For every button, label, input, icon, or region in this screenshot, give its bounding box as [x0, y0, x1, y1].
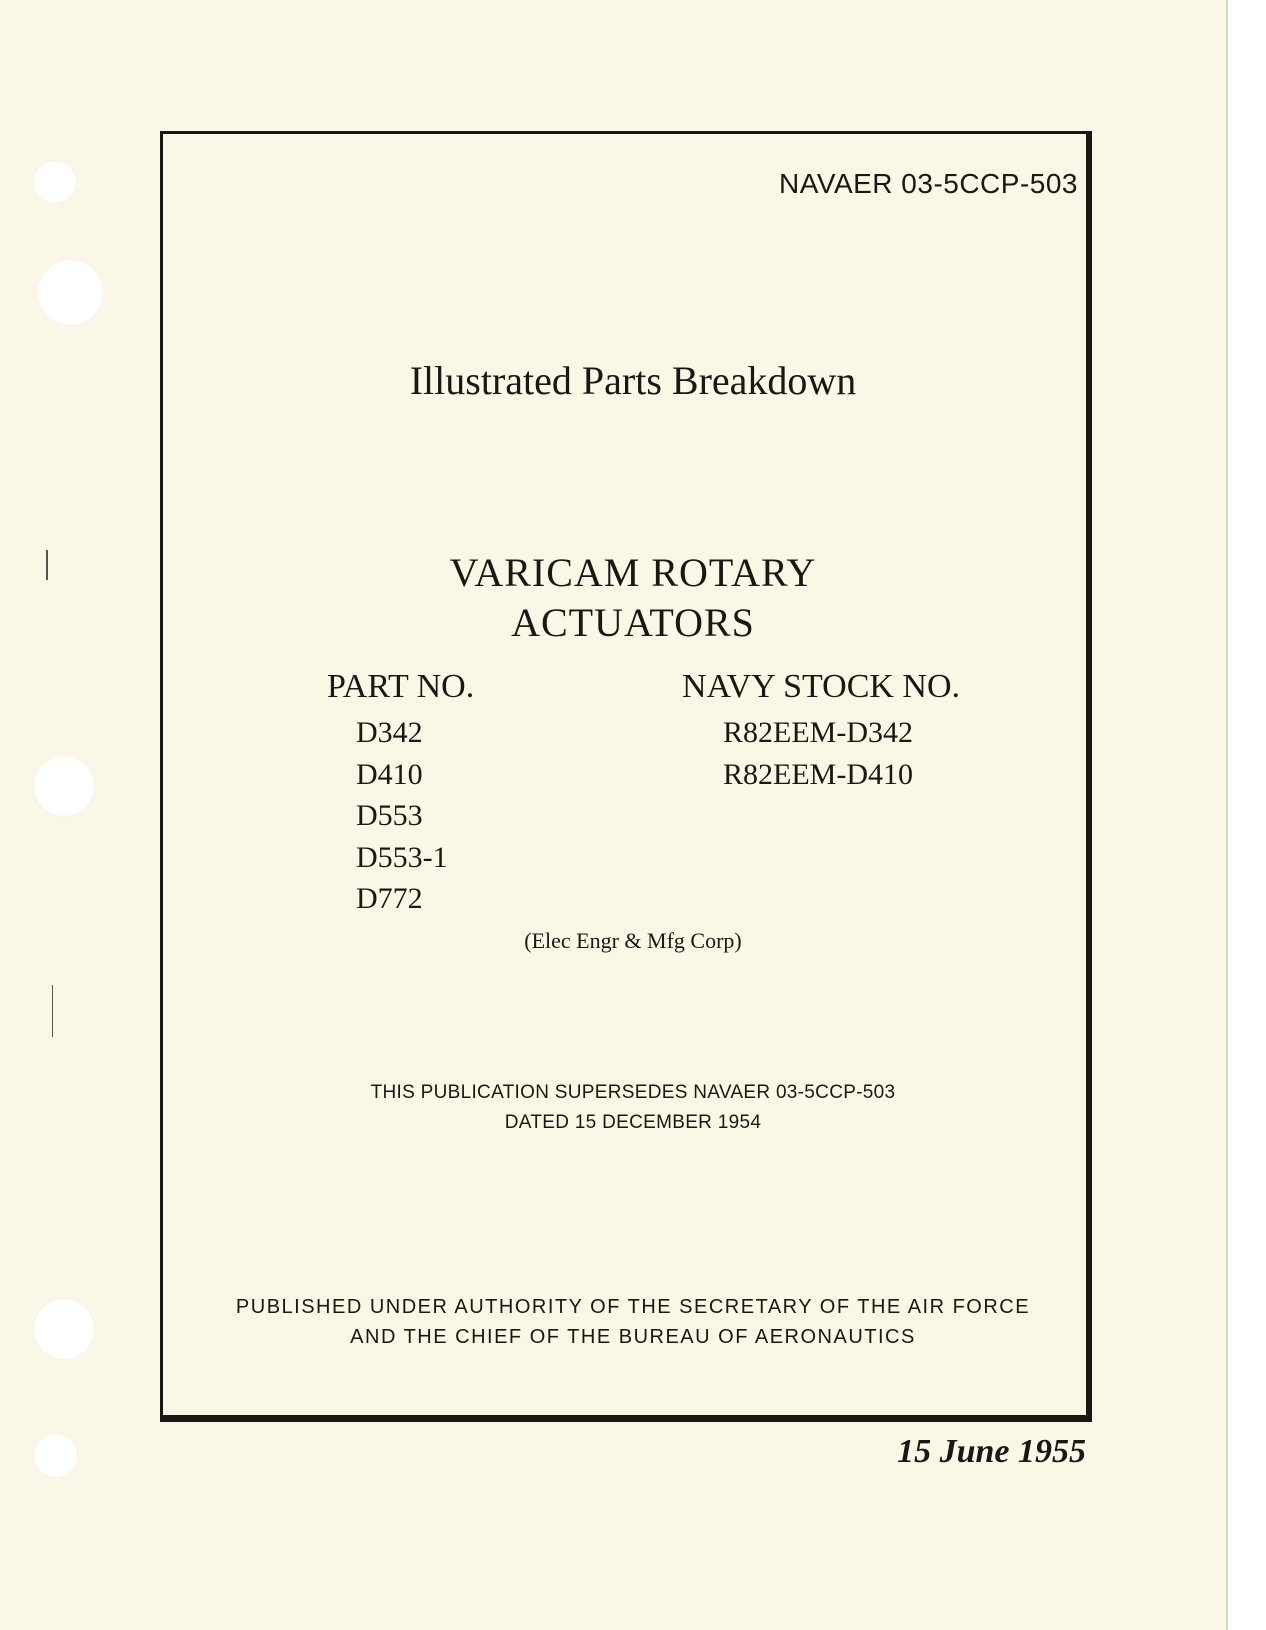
part-number-list: [356, 712, 448, 920]
supersedes-line: THIS PUBLICATION SUPERSEDES NAVAER 03-5CCP-503: [370, 1082, 896, 1103]
cover-border: [160, 131, 1092, 1422]
part-number: D342: [356, 716, 423, 749]
subject-line: ACTUATORS: [511, 600, 755, 645]
page-edge: [1226, 0, 1266, 1630]
part-number: D772: [356, 882, 423, 915]
binder-hole: [33, 755, 95, 817]
part-number: D410: [356, 757, 423, 791]
navy-stock-number: R82EEM-D342: [723, 716, 913, 749]
authority-line: AND THE CHIEF OF THE BUREAU OF AERONAUTICS: [350, 1326, 916, 1348]
binder-hole: [33, 160, 77, 204]
document-title: Illustrated Parts Breakdown: [409, 358, 857, 403]
manufacturer: (Elec Engr & Mfg Corp): [524, 928, 742, 953]
binder-hole: [37, 259, 104, 326]
authority-notice: [0, 1292, 1266, 1352]
navy-stock-header: NAVY STOCK NO.: [682, 668, 961, 705]
subject-heading: [0, 548, 1266, 648]
document-number: NAVAER 03-5CCP-503: [779, 168, 1078, 199]
supersedes-notice: [0, 1078, 1266, 1138]
publication-date: 15 June 1955: [897, 1433, 1086, 1470]
subject-line: VARICAM ROTARY: [449, 550, 817, 595]
part-number: D553: [356, 799, 423, 832]
part-no-header: PART NO.: [327, 668, 475, 705]
scan-mark: [52, 985, 53, 1037]
navy-stock-list: [723, 712, 913, 795]
binder-hole: [33, 1433, 78, 1478]
supersedes-line: DATED 15 DECEMBER 1954: [504, 1112, 762, 1133]
authority-line: PUBLISHED UNDER AUTHORITY OF THE SECRETARY OF THE AIR FORCE: [235, 1296, 1031, 1318]
navy-stock-number: R82EEM-D410: [723, 757, 913, 791]
part-number: D553-1: [356, 840, 448, 874]
